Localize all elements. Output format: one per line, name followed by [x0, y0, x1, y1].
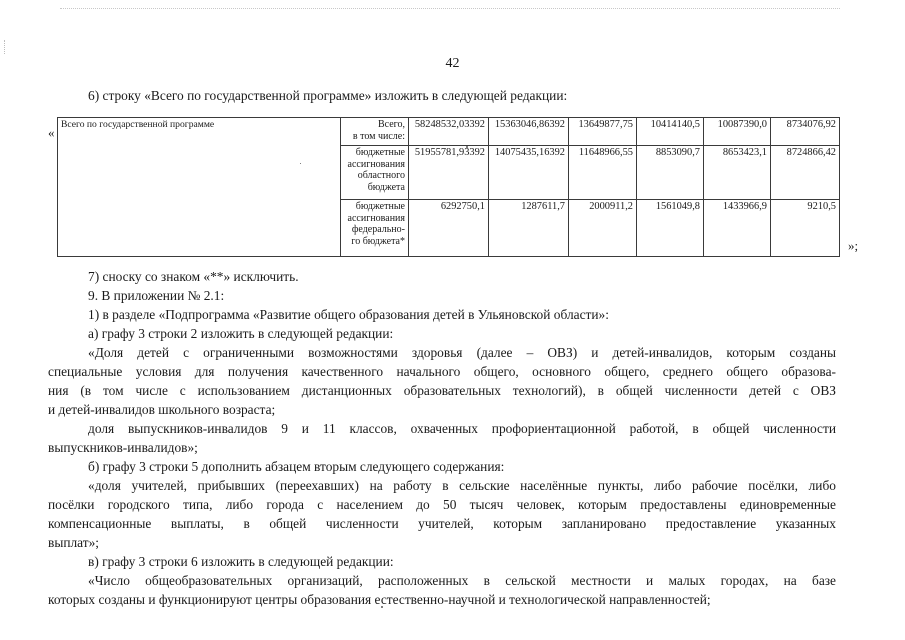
value-cell: 58248532,03392 [409, 118, 489, 146]
quote-1-line-2: специальные условия для получения качественного начального общего, основного общего, среднего общего образова- [48, 364, 836, 379]
quote-2-line-1: доля выпускников-инвалидов 9 и 11 классов, охваченных профориентационной работой, в общей численности [88, 421, 836, 436]
value-cell: 8734076,92 [771, 118, 840, 146]
scan-top-dots [60, 8, 840, 11]
value-cell: 10087390,0 [704, 118, 771, 146]
category-cell: бюджетные ассигнования областного бюджета [341, 146, 409, 200]
paragraph-9-c: в) графу 3 строки 6 изложить в следующей редакции: [88, 554, 394, 569]
quote-3-line-2: посёлки городского типа, либо города с населением до 50 тысяч человек, которым предоставлены единовременные [48, 497, 836, 512]
value-cell: 10414140,5 [637, 118, 704, 146]
table-close-quote: »; [848, 238, 859, 253]
value-cell: 1287611,7 [489, 200, 569, 257]
category-cell: бюджетные ассигнования федерально- го бюджета* [341, 200, 409, 257]
value-cell: 15363046,86392 [489, 118, 569, 146]
value-cell: 6292750,1 [409, 200, 489, 257]
quote-4-line-1: «Число общеобразовательных организаций, расположенных в сельской местности и малых городах, на базе [88, 573, 836, 588]
quote-1-line-3: ния (в том числе с использованием дистанционных образовательных технологий), в общей численности детей с ОВЗ [48, 383, 836, 398]
table-row [58, 118, 840, 146]
program-name-cell: Всего по государственной программе [58, 118, 341, 257]
paragraph-7: 7) сноску со знаком «**» исключить. [88, 269, 299, 284]
paragraph-9-a: а) графу 3 строки 2 изложить в следующей редакции: [88, 326, 394, 341]
value-cell: 13649877,75 [569, 118, 637, 146]
quote-2-line-2: выпускников-инвалидов»; [48, 440, 198, 455]
value-cell: 9210,5 [771, 200, 840, 257]
paragraph-9: 9. В приложении № 2.1: [88, 288, 225, 303]
paragraph-9-1: 1) в разделе «Подпрограмма «Развитие общего образования детей в Ульяновской области»: [88, 307, 609, 322]
quote-1-line-4: и детей-инвалидов школьного возраста; [48, 402, 276, 417]
paragraph-9-b: б) графу 3 строки 5 дополнить абзацем вторым следующего содержания: [88, 459, 505, 474]
table-open-quote: « [48, 125, 55, 140]
quote-1-line-1: «Доля детей с ограниченными возможностями здоровья (далее – ОВЗ) и детей-инвалидов, которым созданы [88, 345, 836, 360]
quote-3-line-1: «доля учителей, прибывших (переехавших) на работу в сельские населённые пункты, либо рабочие посёлки, либо [88, 478, 836, 493]
quote-3-line-3: компенсационные выплаты, в общей численности учителей, которым запланировано предоставление указанных [48, 516, 836, 531]
value-cell: 8853090,7 [637, 146, 704, 200]
category-cell: Всего, в том числе: [341, 118, 409, 146]
value-cell: 8724866,42 [771, 146, 840, 200]
value-cell: 2000911,2 [569, 200, 637, 257]
scan-left-mark [4, 40, 8, 54]
budget-table [57, 117, 840, 257]
value-cell: 1561049,8 [637, 200, 704, 257]
intro-paragraph: 6) строку «Всего по государственной программе» изложить в следующей редакции: [88, 88, 568, 103]
value-cell: 11648966,55 [569, 146, 637, 200]
page-number: 42 [445, 56, 460, 71]
quote-3-line-4: выплат»; [48, 535, 100, 550]
value-cell: 51955781,93392 [409, 146, 489, 200]
quote-4-line-2: которых созданы и функционируют центры образования естественно-научной и технологической направленностей; [48, 592, 711, 607]
value-cell: 1433966,9 [704, 200, 771, 257]
value-cell: 8653423,1 [704, 146, 771, 200]
value-cell: 14075435,16392 [489, 146, 569, 200]
